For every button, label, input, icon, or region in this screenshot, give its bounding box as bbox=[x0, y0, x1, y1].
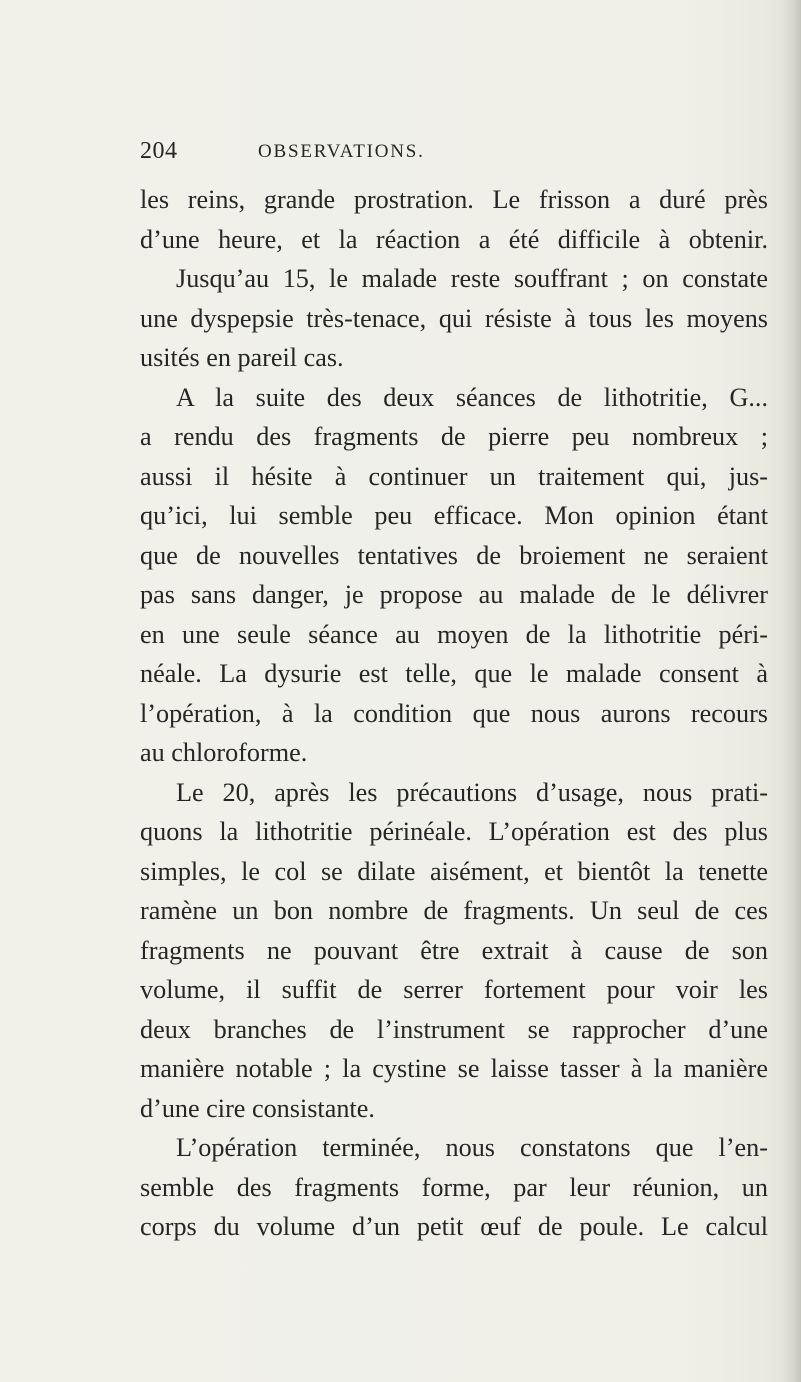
text-line: semble des fragments forme, par leur réunion, un bbox=[140, 1172, 768, 1202]
text-line: simples, le col se dilate aisément, et bientôt la tenette bbox=[140, 856, 768, 886]
text-line: en une seule séance au moyen de la lithotritie péri- bbox=[140, 619, 768, 649]
text-line: corps du volume d’un petit œuf de poule. Le calcul bbox=[140, 1212, 768, 1241]
text-line: aussi il hésite à continuer un traitement qui, jus- bbox=[140, 461, 768, 491]
text-line: une dyspepsie très-tenace, qui résiste à tous les moyens bbox=[140, 303, 768, 333]
text-line: A la suite des deux séances de lithotritie, G... bbox=[176, 382, 768, 412]
text-line: qu’ici, lui semble peu efficace. Mon opinion étant bbox=[140, 501, 768, 530]
page-header bbox=[140, 138, 660, 168]
text-line: les reins, grande prostration. Le frisson a duré près bbox=[140, 185, 768, 214]
text-line: que de nouvelles tentatives de broiement ne seraient bbox=[140, 540, 768, 570]
text-line: fragments ne pouvant être extrait à cause de son bbox=[140, 935, 768, 965]
text-line: a rendu des fragments de pierre peu nombreux ; bbox=[140, 422, 768, 451]
body-text bbox=[140, 180, 768, 1247]
text-line: pas sans danger, je propose au malade de le délivrer bbox=[140, 580, 768, 609]
page-edge-shadow bbox=[783, 0, 801, 1382]
text-line: manière notable ; la cystine se laisse tasser à la manière bbox=[140, 1054, 768, 1083]
text-line: Jusqu’au 15, le malade reste souffrant ; on constate bbox=[176, 264, 768, 293]
text-line: d’une cire consistante. bbox=[140, 1093, 375, 1123]
text-line: d’une heure, et la réaction a été difficile à obtenir. bbox=[140, 224, 768, 254]
text-line: volume, il suffit de serrer fortement pour voir les bbox=[140, 975, 768, 1004]
text-line: usités en pareil cas. bbox=[140, 343, 344, 372]
text-line: L’opération terminée, nous constatons que l’en- bbox=[176, 1133, 768, 1162]
page-number: 204 bbox=[140, 138, 178, 164]
text-line: deux branches de l’instrument se rapprocher d’une bbox=[140, 1014, 768, 1044]
text-line: au chloroforme. bbox=[140, 738, 308, 767]
text-line: néale. La dysurie est telle, que le malade consent à bbox=[140, 659, 768, 688]
running-head: OBSERVATIONS. bbox=[258, 141, 425, 162]
text-line: quons la lithotritie périnéale. L’opération est des plus bbox=[140, 817, 768, 846]
text-line: Le 20, après les précautions d’usage, nous prati- bbox=[176, 777, 768, 807]
text-line: ramène un bon nombre de fragments. Un seul de ces bbox=[140, 896, 768, 925]
text-line: l’opération, à la condition que nous aurons recours bbox=[140, 698, 768, 728]
